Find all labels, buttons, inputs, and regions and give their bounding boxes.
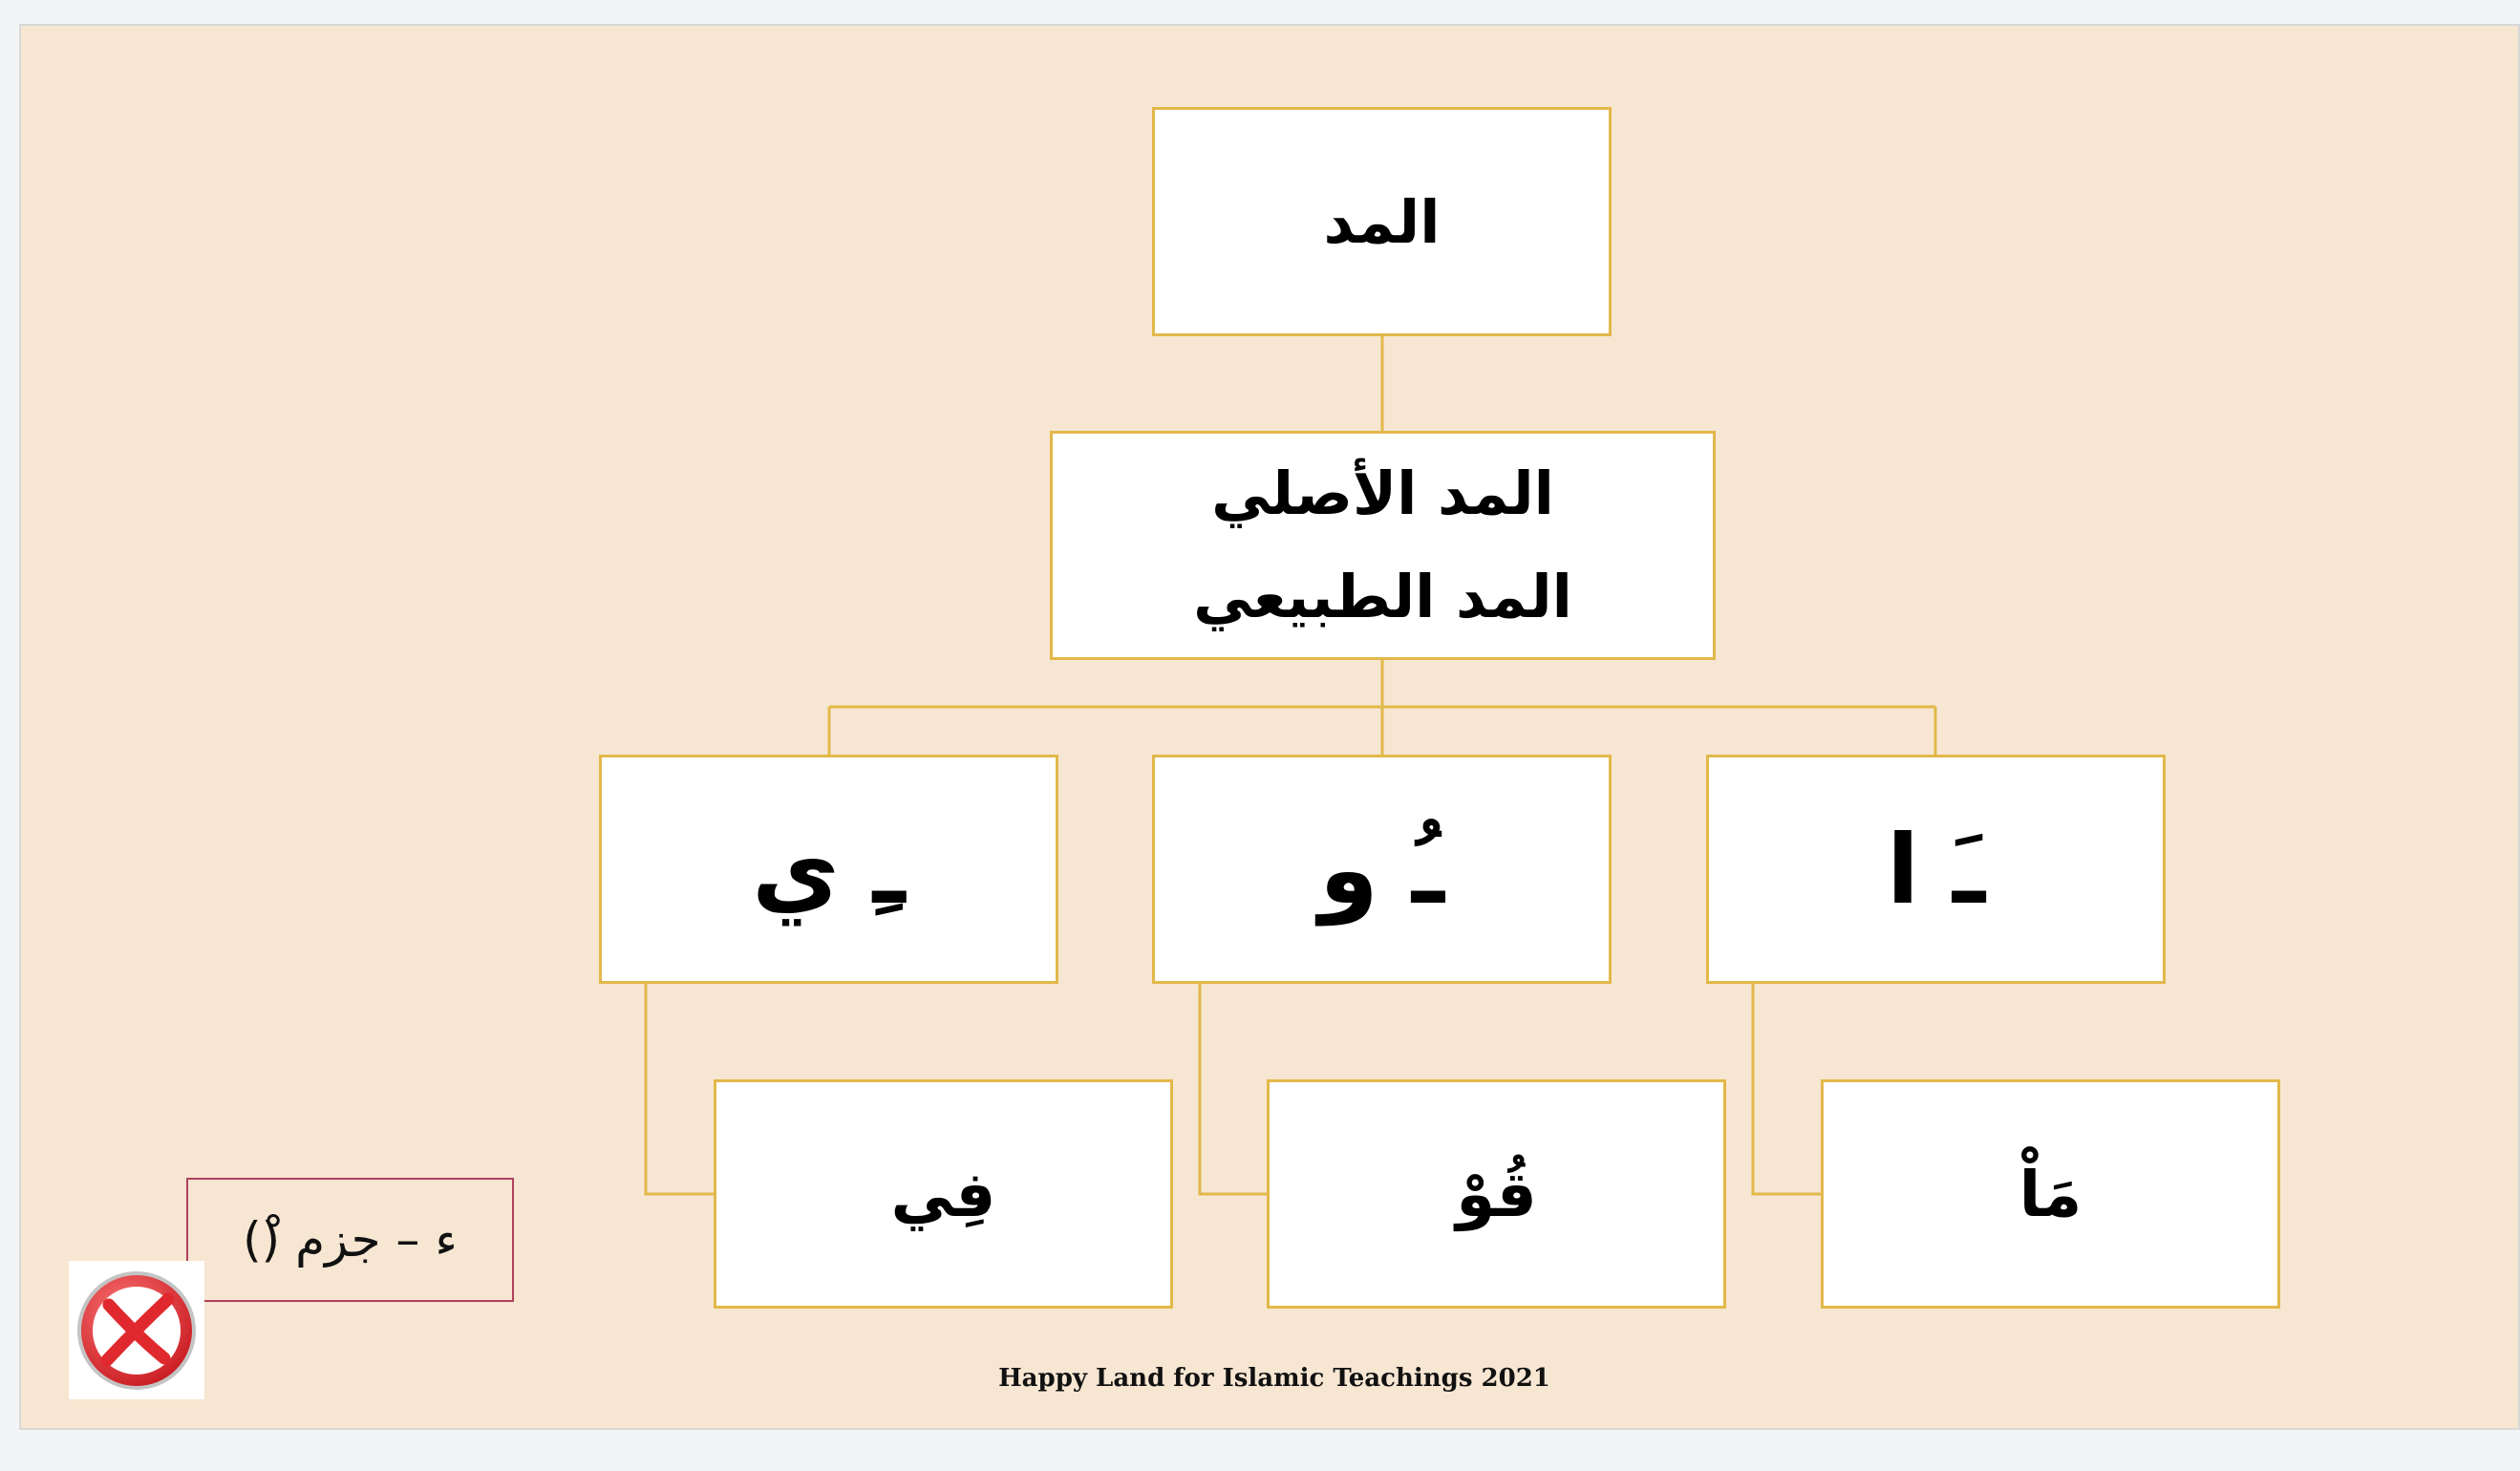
root-node-madd	[1152, 107, 1612, 336]
example-fi-label: فِي	[890, 1157, 996, 1231]
example-maa-label: مَاْ	[2018, 1157, 2082, 1231]
category-ya-label: ـِ ي	[752, 813, 906, 926]
root-node-label: المد	[1323, 186, 1441, 257]
node-madd-tabii-label: المد الطبيعي	[1193, 562, 1572, 631]
sukun-note-label: ء – جزم (ْ)	[243, 1212, 458, 1268]
footer-credit: Happy Land for Islamic Teachings 2021	[998, 1364, 1550, 1393]
connector-ya-example	[646, 984, 714, 1194]
sukun-note-box	[186, 1178, 514, 1302]
example-quu-label: قُوْ	[1456, 1157, 1537, 1231]
node-example-maa	[1821, 1079, 2280, 1309]
category-alif-label: ـَ ا	[1886, 813, 1986, 926]
node-category-waw	[1152, 755, 1612, 984]
node-example-quu	[1267, 1079, 1726, 1309]
node-example-fi	[714, 1079, 1173, 1309]
node-madd-asli	[1050, 431, 1716, 660]
connector-alif-example	[1753, 984, 1821, 1194]
node-madd-asli-label: المد الأصلي	[1211, 458, 1554, 528]
node-category-ya	[599, 755, 1058, 984]
connector-waw-example	[1200, 984, 1267, 1194]
node-category-alif	[1706, 755, 2166, 984]
category-waw-label: ـُ و	[1318, 813, 1445, 926]
